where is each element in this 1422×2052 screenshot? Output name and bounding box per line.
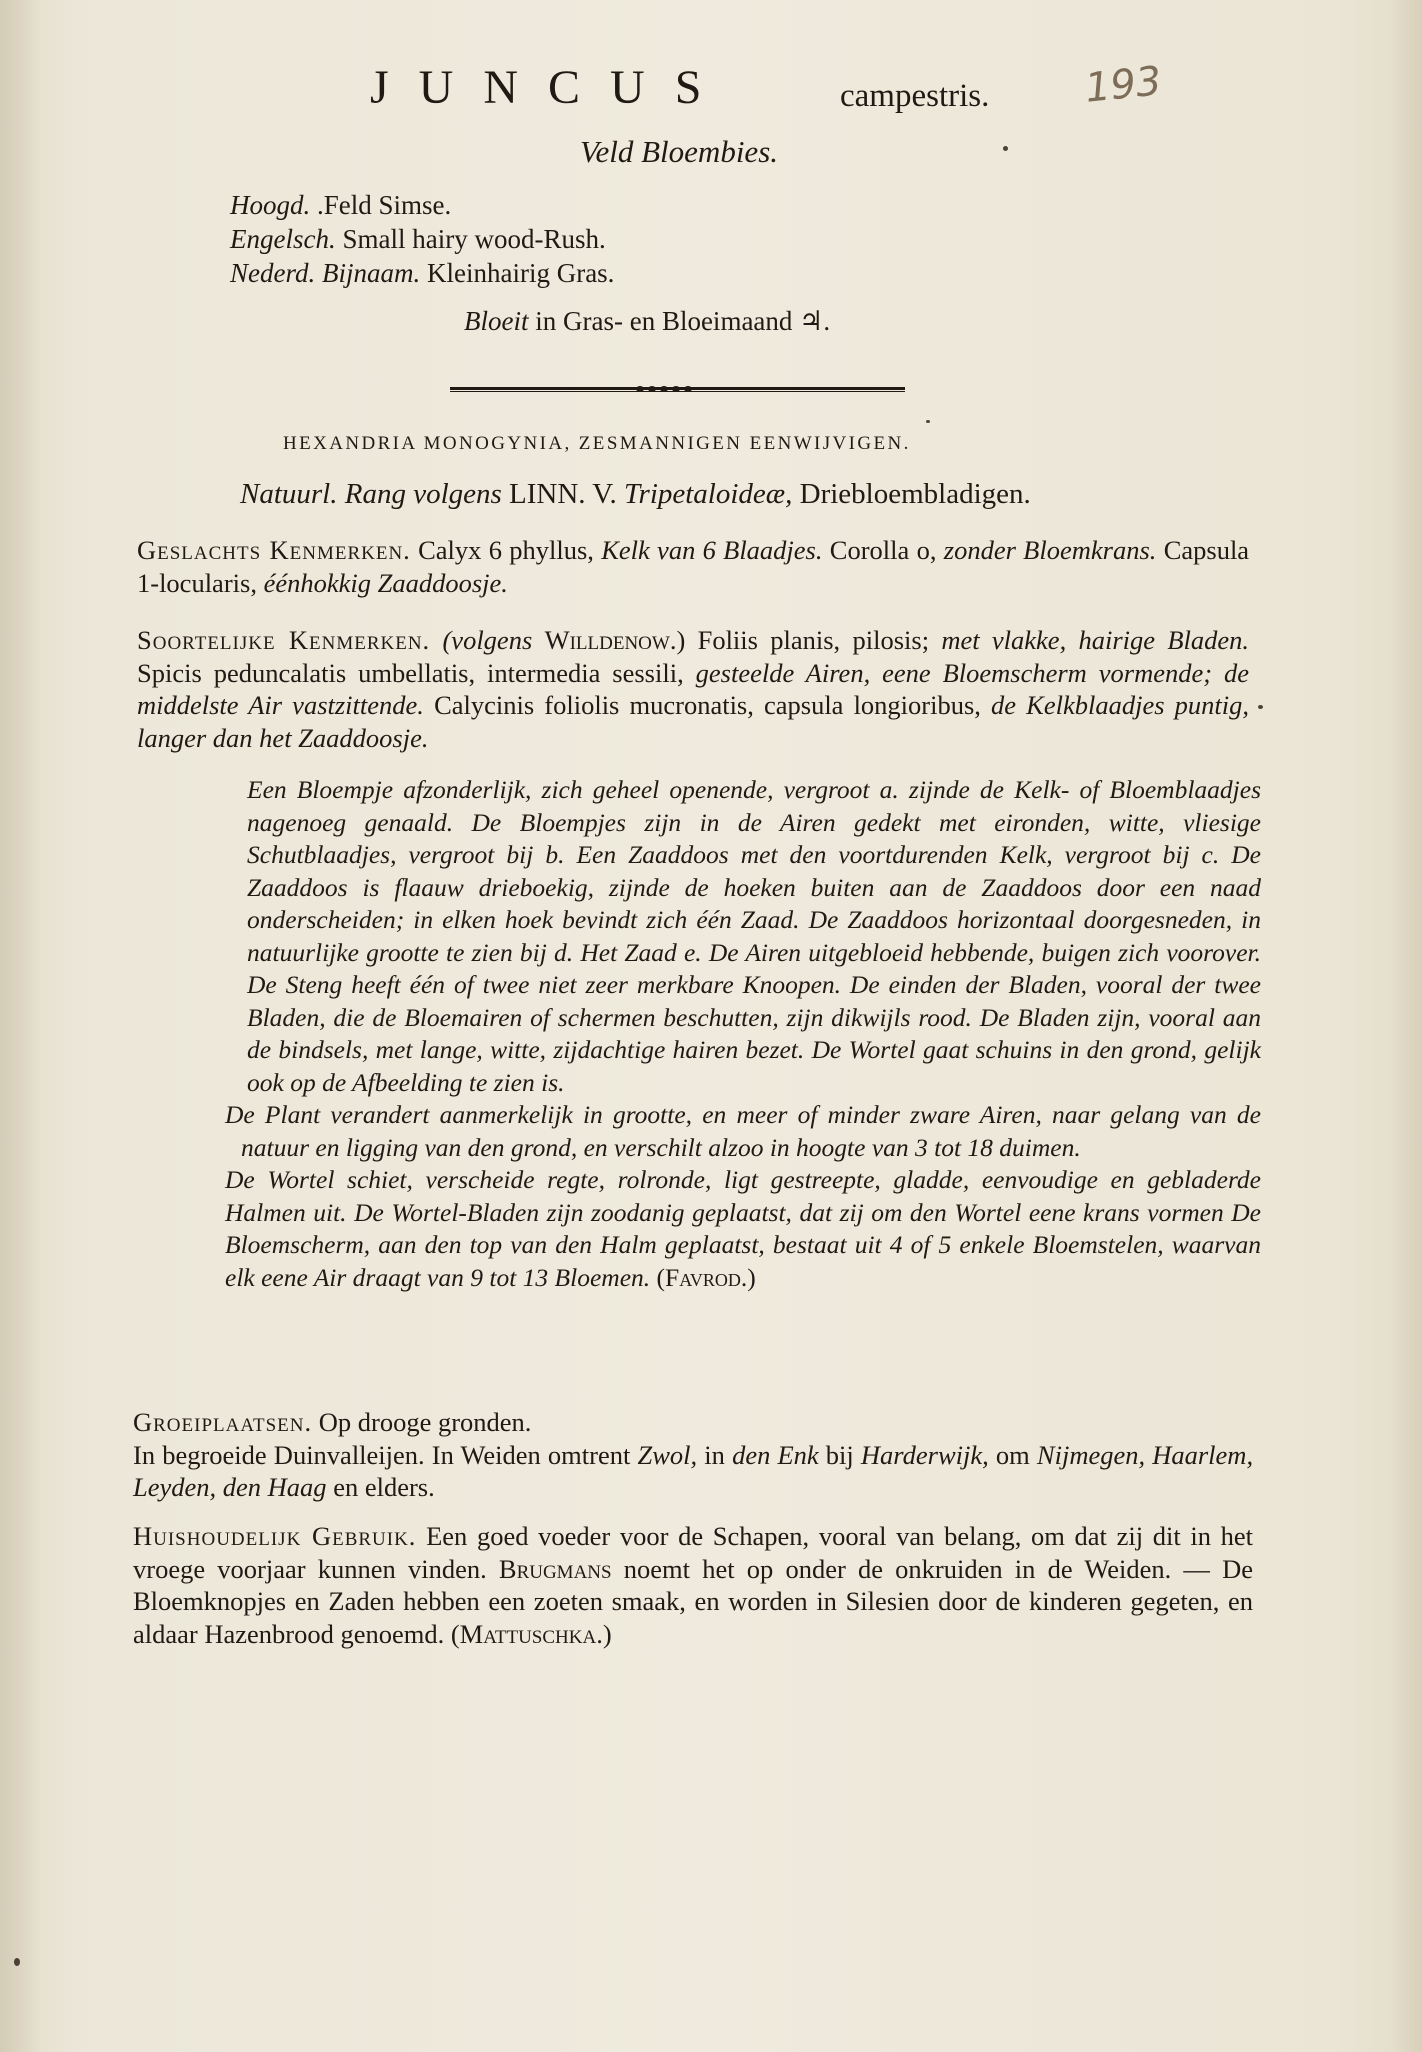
text-run: noemt het op onder de onkruiden in de Weiden. — De Bloemknopjes en Zaden hebben een zoeten smaak, en worden in Silesien door de kinderen gegeten, en aldaar Hazenbrood genoemd. bbox=[133, 1553, 1253, 1649]
name-row-english bbox=[230, 222, 614, 256]
text-run: in bbox=[704, 1439, 725, 1470]
text-run: Spicis peduncalatis umbellatis, intermedia sessili, bbox=[137, 657, 684, 688]
text-run: Capsula 1-locularis, bbox=[137, 535, 1250, 598]
text-run: om bbox=[995, 1439, 1030, 1470]
citation: (Mattuschka.) bbox=[450, 1618, 612, 1649]
flowering-text: in Gras- en Bloeimaand bbox=[535, 306, 793, 336]
ornamental-rule bbox=[450, 382, 905, 396]
genus-title: JUNCUS bbox=[370, 61, 732, 114]
rang-order-latin: Tripetaloideæ, bbox=[624, 478, 793, 510]
ink-speck bbox=[1003, 146, 1008, 151]
text-run: In begroeide Duinvalleijen. In Weiden omtrent bbox=[133, 1439, 631, 1470]
species-title: campestris. bbox=[840, 78, 990, 114]
section-label: Geslachts Kenmerken. bbox=[137, 535, 411, 565]
name-row-dutch bbox=[230, 256, 614, 290]
domestic-use-paragraph bbox=[133, 1520, 1253, 1650]
citation: (Favrod.) bbox=[656, 1262, 756, 1292]
name-lang: Engelsch. bbox=[230, 224, 336, 254]
place-name: Nijmegen, Haarlem, Leyden, den Haag bbox=[133, 1439, 1254, 1502]
perennial-symbol: ♃. bbox=[799, 306, 831, 336]
rule-dot bbox=[636, 386, 644, 392]
text-run: Calycinis foliolis mucronatis, capsula longioribus, bbox=[434, 690, 981, 720]
page-edge-shadow-right bbox=[1392, 0, 1422, 2052]
text-run: éénhokkig Zaaddoosje. bbox=[263, 567, 508, 598]
place-name: Harderwijk, bbox=[860, 1439, 989, 1470]
page-edge-shadow-left bbox=[0, 0, 42, 2052]
rule-dot bbox=[672, 386, 680, 392]
name-value: Kleinhairig Gras. bbox=[426, 258, 615, 288]
species-characters-paragraph bbox=[137, 624, 1249, 754]
text-run: de Kelkblaadjes puntig, langer dan het Zaaddoosje. bbox=[137, 690, 1250, 753]
ink-speck bbox=[926, 420, 930, 423]
text-run: Kelk van 6 Blaadjes. bbox=[601, 535, 823, 565]
text-run: gesteelde Airen, eene Bloemscherm vormende; de middelste Air vastzittende. bbox=[137, 657, 1250, 720]
description-paragraph bbox=[225, 1164, 1261, 1294]
flowering-label: Bloeit bbox=[464, 306, 529, 336]
section-label: Groeiplaatsen. bbox=[133, 1407, 313, 1437]
dutch-common-name: Veld Bloembies. bbox=[580, 134, 779, 169]
text-run: zonder Bloemkrans. bbox=[943, 535, 1157, 565]
ink-speck bbox=[1258, 705, 1263, 709]
habitat-paragraph bbox=[133, 1406, 1253, 1504]
text-run: bij bbox=[825, 1439, 854, 1470]
name-lang: Hoogd. bbox=[230, 190, 311, 220]
author-name: Brugmans bbox=[498, 1553, 612, 1584]
section-label: Huishoudelijk Gebruik. bbox=[133, 1521, 417, 1551]
rule-dot bbox=[684, 386, 692, 392]
section-label: Soortelijke Kenmerken. bbox=[137, 625, 431, 655]
place-name: den Enk bbox=[732, 1439, 819, 1470]
rang-prefix: Natuurl. Rang volgens bbox=[240, 478, 502, 510]
natural-order-line bbox=[240, 478, 1031, 511]
linnaean-class: HEXANDRIA MONOGYNIA, ZESMANNIGEN EENWIJVIGEN. bbox=[283, 433, 911, 454]
handwritten-page-number: 193 bbox=[1082, 58, 1164, 112]
rule-dot bbox=[660, 386, 668, 392]
text-run: Foliis planis, pilosis; bbox=[697, 625, 930, 655]
text-run: (volgens bbox=[442, 625, 533, 655]
rule-dot bbox=[648, 386, 656, 392]
name-row-german bbox=[230, 188, 614, 222]
text-run: Een goed voeder voor de Schapen, vooral van belang, om dat zij dit in het vroege voorjaar kunnen vinden. bbox=[133, 1521, 1253, 1584]
rang-order-dutch: Driebloembladigen. bbox=[799, 478, 1031, 510]
text-run: Willdenow.) bbox=[544, 625, 686, 655]
ink-speck bbox=[14, 1958, 20, 1966]
genus-characters-paragraph bbox=[137, 534, 1249, 599]
text-run: met vlakke, hairige Bladen. bbox=[941, 625, 1250, 655]
name-lang: Nederd. Bijnaam. bbox=[230, 258, 421, 288]
text-run: Op drooge gronden. bbox=[318, 1407, 532, 1437]
text-run: Corolla o, bbox=[829, 535, 937, 565]
text-run: Calyx 6 phyllus, bbox=[418, 535, 594, 565]
description-paragraph: De Plant verandert aanmerkelijk in grootte, en meer of minder zware Airen, naar gelang van de natuur en ligging van den grond, en verschilt alzoo in hoogte van 3 tot 18 duimen. bbox=[225, 1100, 1261, 1162]
text-run: en elders. bbox=[333, 1472, 435, 1502]
place-name: Zwol, bbox=[637, 1439, 698, 1470]
vernacular-names bbox=[230, 188, 614, 290]
flowering-line bbox=[464, 306, 830, 337]
text-run: De Wortel schiet, verscheide regte, rolronde, ligt gestreepte, gladde, eenvoudige en gebladerde Halmen uit. De Wortel-Bladen zijn zoodanig geplaatst, dat zij om den Wortel eene krans vormen De Bloemscherm, aan den top van den Halm geplaatst, bestaat uit 4 of 5 enkele Bloemstelen, waarvan elk eene Air draagt van 9 tot 13 Bloemen. bbox=[225, 1165, 1261, 1292]
description-paragraph: Een Bloempje afzonderlijk, zich geheel openende, vergroot a. zijnde de Kelk- of Bloemblaadjes nagenoeg genaald. De Bloempjes zijn in de Airen gedekt met eironden, witte, vliesige Schutblaadjes, vergroot bij b. Een Zaaddoos met den voortdurenden Kelk, vergroot bij c. De Zaaddoos is flaauw drieboekig, zijnde de hoeken buiten aan de Zaaddoos door een naad onderscheiden; in elken hoek bevindt zich één Zaad. De Zaaddoos horizontaal doorgesneden, in natuurlijke grootte te zien bij d. Het Zaad e. De Airen uitgebloeid hebbende, buigen zich voorover. De Steng heeft één of twee niet zeer merkbare Knoopen. De einden der Bladen, vooral der twee Bladen, die de Bloemairen of schermen beschutten, zijn dikwijls rood. De Bladen zijn, vooral aan de bindsels, met lange, witte, zijdachtige hairen bezet. De Wortel gaat schuins in den grond, gelijk ook op de Afbeelding te zien is. bbox=[247, 775, 1261, 1097]
name-value: .Feld Simse. bbox=[317, 190, 452, 220]
name-value: Small hairy wood-Rush. bbox=[342, 224, 606, 254]
rang-linn: LINN. V. bbox=[509, 478, 617, 510]
plant-description bbox=[225, 774, 1261, 1294]
